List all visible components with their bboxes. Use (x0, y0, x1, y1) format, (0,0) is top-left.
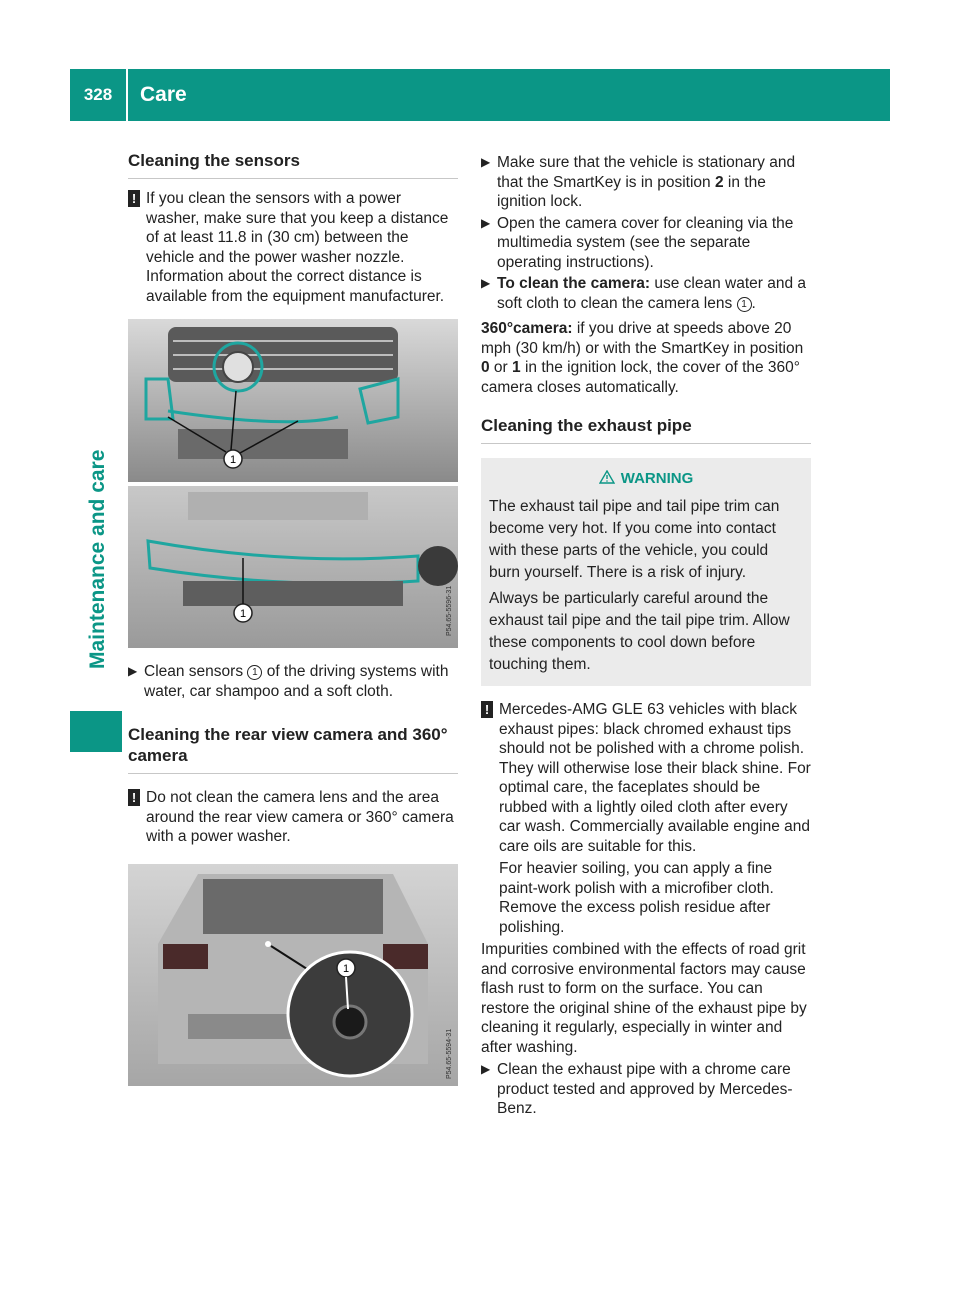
amg-note-text-1: Mercedes-AMG GLE 63 vehicles with black exhaust pipes: black chromed exhaust tips should not be polished with a chrome polish. They will otherwise lose their black shine. For optimal care, the faceplates should be rubbed with a lightly oiled cloth after every car wash. Commercially available engine and care oils are suitable for this. (499, 701, 811, 855)
sensors-step-text-b: of the driving systems with water, car shampoo and a soft cloth. (144, 663, 449, 700)
step-arrow-icon: ▶ (481, 276, 491, 290)
side-tab-block (70, 711, 122, 752)
sensors-clean-step (128, 662, 458, 701)
side-tab-label: Maintenance and care (86, 449, 109, 669)
camera-360-or: or (489, 359, 513, 376)
warning-title: WARNING (620, 470, 694, 487)
step1-position: 2 (714, 173, 724, 191)
stationary-step (481, 153, 811, 212)
step3-label: To clean the camera: (497, 275, 651, 292)
section-title: Care (140, 83, 187, 106)
front-sensors-photo (128, 319, 458, 482)
final-step-text: Clean the exhaust pipe with a chrome care product tested and approved by Mercedes-Benz. (497, 1061, 793, 1117)
caution-icon: ! (128, 190, 140, 207)
rear-bumper-illustration (128, 486, 458, 648)
exhaust-clean-step (481, 1060, 811, 1119)
sensors-note (128, 189, 458, 306)
rear-sensors-photo (128, 486, 458, 648)
header-divider (126, 69, 128, 121)
step-arrow-icon: ▶ (128, 664, 138, 678)
rear-photo-code: P54.65-5596-31 (446, 585, 453, 636)
step-arrow-icon: ▶ (481, 1062, 491, 1076)
clean-camera-step (481, 274, 811, 313)
camera-heading: Cleaning the rear view camera and 360° camera (128, 724, 458, 774)
rear-camera-photo (128, 864, 458, 1086)
step1-text-end: in the ignition lock. (497, 173, 766, 210)
camera-360-label: 360°camera: (481, 320, 573, 337)
sensors-step-text-a: Clean sensors (144, 663, 248, 680)
camera-cover-step (481, 214, 811, 273)
side-tab (86, 449, 116, 699)
sensors-note-text: If you clean the sensors with a power washer, make sure that you keep a distance of at least 11.8 in (30 cm) between the vehicle and the power washer nozzle. Information about the correct distance is available from the equipment manufacturer. (146, 190, 449, 305)
rear-photo-callout: 1 (239, 608, 247, 620)
camera-360-text-c: in the ignition lock, the cover of the 360° camera closes automatically. (481, 359, 800, 396)
page-number: 328 (83, 85, 113, 104)
sensors-heading: Cleaning the sensors (128, 150, 458, 179)
page-header (70, 69, 890, 121)
camera-photo-code: P54.65-5594-31 (446, 1028, 453, 1079)
callout-1-icon: 1 (247, 665, 262, 680)
camera-note-text: Do not clean the camera lens and the area around the rear view camera or 360° camera with a power washer. (146, 789, 454, 845)
caution-icon: ! (128, 789, 140, 806)
warning-box (481, 458, 811, 686)
amg-note (481, 700, 811, 937)
step3-text-end: . (751, 294, 756, 312)
callout-1-icon: 1 (737, 297, 752, 312)
position-1: 1 (512, 359, 521, 376)
front-bumper-illustration (128, 319, 458, 482)
camera-photo-callout: 1 (342, 962, 350, 975)
left-column (128, 150, 458, 1086)
amg-note-text-2: For heavier soiling, you can apply a fine paint-work polish with a microfiber cloth. Remove the excess polish residue after polishing. (499, 860, 774, 936)
right-column (481, 150, 811, 1119)
step-arrow-icon: ▶ (481, 215, 491, 230)
step1-text: Make sure that the vehicle is stationary and that the SmartKey is in position (497, 154, 796, 191)
warning-text-1: The exhaust tail pipe and tail pipe trim can become very hot. If you come into contact with these parts of the vehicle, you could burn yourself. There is a risk of injury. (489, 498, 780, 581)
camera-360-paragraph (481, 319, 811, 397)
warning-triangle-icon (599, 470, 615, 484)
exhaust-heading: Cleaning the exhaust pipe (481, 415, 811, 444)
step-arrow-icon: ▶ (481, 155, 491, 169)
caution-icon: ! (481, 701, 493, 718)
warning-text-2: Always be particularly careful around the exhaust tail pipe and the tail pipe trim. Allow these components to cool down before touching them. (489, 590, 790, 673)
impurities-paragraph: Impurities combined with the effects of road grit and corrosive environmental factors may cause flash rust to form on the surface. You can restore the original shine of the exhaust pipe by cleaning it regularly, especially in winter and after washing. (481, 941, 807, 1056)
rear-camera-illustration (128, 864, 458, 1086)
step2-text: Open the camera cover for cleaning via the multimedia system (see the separate operating instructions). (497, 214, 794, 271)
warning-header (489, 468, 803, 490)
front-photo-callout: 1 (229, 454, 237, 466)
step3-text: use clean water and a soft cloth to clean the camera lens (497, 275, 807, 312)
camera-note (128, 788, 458, 847)
camera-360-text-a: if you drive at speeds above 20 mph (30 km/h) or with the SmartKey in position (481, 320, 804, 357)
position-0: 0 (481, 359, 490, 376)
